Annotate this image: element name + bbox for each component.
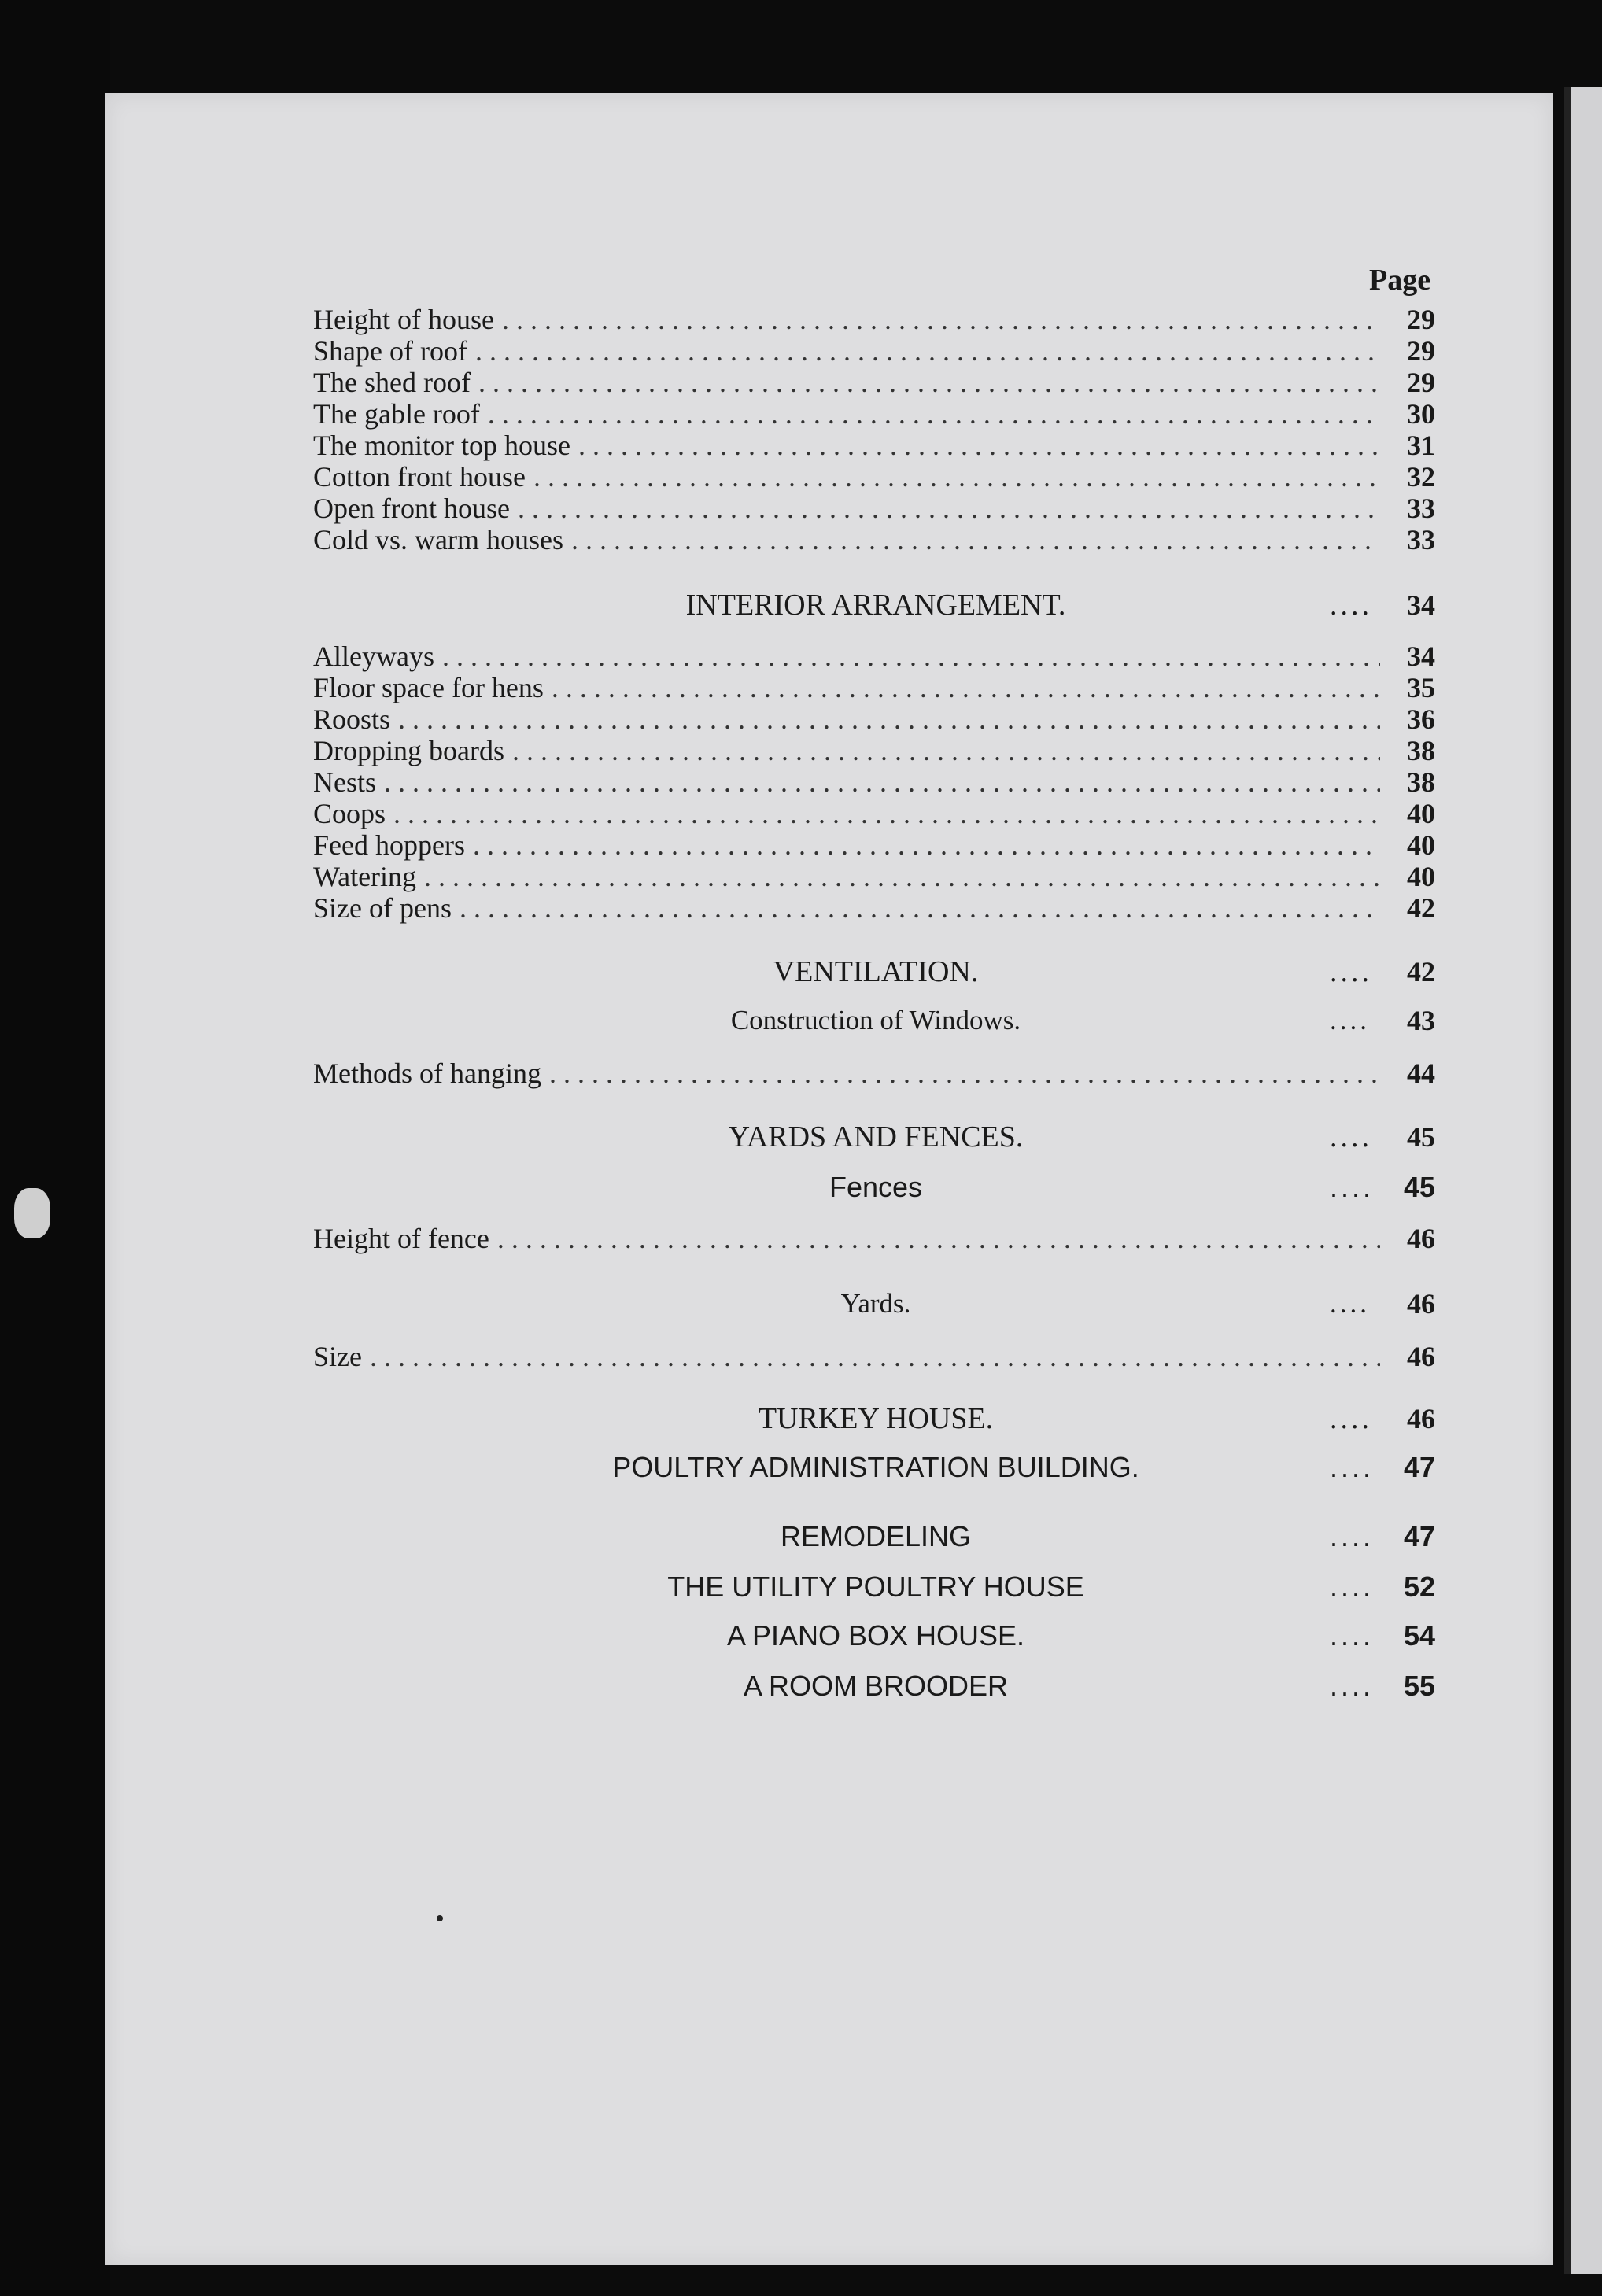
toc-entry: Coops . . . 40 (313, 798, 1435, 829)
subsection-heading: Fences .... 45 (829, 1171, 1435, 1203)
section-heading: YARDS AND FENCES. .... 45 (728, 1120, 1435, 1154)
scan-border (0, 0, 110, 2296)
section-heading: THE UTILITY POULTRY HOUSE .... 52 (667, 1571, 1435, 1603)
toc-entry: Alleyways . . . 34 (313, 640, 1435, 672)
toc-entry: Nests . . . 38 (313, 766, 1435, 798)
toc-entry: Size . . . 46 (313, 1341, 1435, 1372)
section-heading: REMODELING .... 47 (780, 1520, 1435, 1552)
scan-speck (14, 1188, 50, 1238)
toc-entry: Cold vs. warm houses . . . 33 (313, 524, 1435, 556)
toc-entry: The shed roof . . . 29 (313, 367, 1435, 398)
section-heading: VENTILATION. .... 42 (773, 955, 1435, 988)
section-heading: A PIANO BOX HOUSE. .... 54 (726, 1619, 1435, 1652)
toc-entry: Cotton front house . . . 32 (313, 461, 1435, 493)
toc-entry: Methods of hanging . . . 44 (313, 1058, 1435, 1089)
scan-speck (437, 1915, 443, 1921)
toc-entry: Floor space for hens . . . 35 (313, 672, 1435, 703)
section-heading: TURKEY HOUSE. .... 46 (758, 1402, 1435, 1435)
section-heading: A ROOM BROODER .... 55 (743, 1670, 1435, 1702)
toc-entry: The gable roof . . . 30 (313, 398, 1435, 430)
toc-entry: Height of house . . . 29 (313, 304, 1435, 335)
toc-entry: Roosts . . . 36 (313, 703, 1435, 735)
toc-entry: Feed hoppers . . . 40 (313, 829, 1435, 861)
subsection-heading: Construction of Windows. .... 43 (730, 1005, 1435, 1036)
toc-entry: Dropping boards . . . 38 (313, 735, 1435, 766)
toc-entry: Size of pens . . . 42 (313, 892, 1435, 924)
adjacent-page-edge (1564, 87, 1602, 2274)
toc-entry: Shape of roof . . . 29 (313, 335, 1435, 367)
subsection-heading: Yards. .... 46 (840, 1288, 1435, 1320)
page-column-header: Page (1369, 264, 1431, 297)
section-heading: POULTRY ADMINISTRATION BUILDING. .... 47 (612, 1451, 1435, 1483)
toc-entry: Height of fence . . . 46 (313, 1223, 1435, 1254)
toc-entry: The monitor top house . . . 31 (313, 430, 1435, 461)
toc-entry: Watering . . . 40 (313, 861, 1435, 892)
section-heading: INTERIOR ARRANGEMENT. .... 34 (685, 589, 1435, 622)
toc-entry: Open front house . . . 33 (313, 493, 1435, 524)
